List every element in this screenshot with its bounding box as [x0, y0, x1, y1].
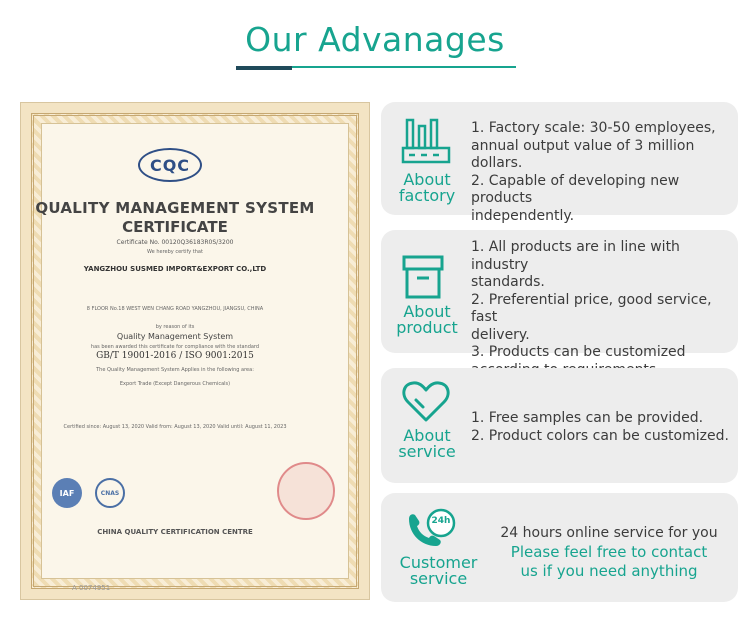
desc-line: 2. Capable of developing new products [471, 172, 680, 206]
certificate-company: YANGZHOU SUSMED IMPORT&EXPORT CO.,LTD [83, 265, 267, 273]
label-line1: About [403, 170, 451, 189]
desc-line: independently. [471, 207, 575, 224]
certification-centre: CHINA QUALITY CERTIFICATION CENTRE [97, 528, 253, 536]
desc-line: standards. [471, 274, 545, 290]
label-line2: product [396, 318, 458, 337]
desc-line: 2. Product colors can be customized. [471, 427, 729, 444]
card-about-factory [381, 102, 738, 224]
card-about-service [381, 368, 738, 483]
label-line2: service [398, 442, 456, 461]
by-reason-text: by reason of its [155, 324, 195, 330]
certificate-title-line2: CERTIFICATE [122, 218, 228, 236]
card-customer-service [381, 493, 738, 602]
title-underline-accent [236, 66, 292, 70]
certificate-serial: A 0074951 [72, 584, 111, 592]
box-icon [401, 254, 445, 300]
desc-line: 2. Preferential price, good service, fast [471, 291, 712, 325]
desc-line: 24 hours online service for you [500, 525, 718, 541]
label-line1: About [403, 426, 451, 445]
cqc-logo: CQC [138, 148, 202, 182]
card-description [471, 120, 738, 225]
certificate-title-line1: QUALITY MANAGEMENT SYSTEM [35, 199, 315, 217]
label-line2: service [409, 569, 468, 588]
badge-24h: 24h [431, 516, 451, 526]
cnas-seal: CNAS [95, 478, 125, 508]
desc-line: delivery. [471, 326, 530, 343]
factory-icon [401, 116, 451, 166]
red-stamp-seal [277, 462, 335, 520]
contact-prompt-line: us if you need anything [520, 561, 698, 580]
desc-line: 1. Factory scale: 30-50 employees, [471, 120, 716, 136]
card-label [387, 428, 467, 460]
certificate-system: Quality Management System [116, 332, 234, 341]
card-label [391, 555, 486, 587]
label-line1: About [403, 302, 451, 321]
desc-line: annual output value of 3 million [471, 137, 695, 154]
desc-line: dollars. [471, 155, 523, 171]
scope-text: Export Trade (Except Dangerous Chemicals) [119, 381, 231, 387]
label-line2: factory [398, 186, 456, 205]
desc-line: 1. Free samples can be provided. [471, 410, 704, 426]
card-label [387, 172, 467, 204]
heart-icon [401, 378, 451, 424]
desc-line: 3. Products can be customized [471, 344, 686, 360]
certificate-standard: GB/T 19001-2016 / ISO 9001:2015 [96, 351, 254, 361]
contact-prompt-line: Please feel free to contact [510, 542, 708, 561]
card-label [387, 304, 467, 336]
card-description [491, 525, 727, 581]
certificate-address: 8 FLOOR No.18 WEST WEN CHANG ROAD YANGZHOU, JIANGSU, CHINA [86, 306, 264, 312]
certificate-dates: Certified since: August 13, 2020 Valid from: August 13, 2020 Valid until: August 11, 2023 [63, 424, 287, 430]
page-title: Our Advanages [245, 20, 505, 59]
desc-line: 1. All products are in line with industry [471, 239, 680, 273]
card-description [471, 410, 729, 445]
certify-text: We hereby certify that [147, 249, 203, 255]
card-about-product [381, 230, 738, 360]
applies-text: The Quality Management System Applies in the following area: [96, 367, 254, 373]
iaf-seal: IAF [52, 478, 82, 508]
awarded-text: has been awarded this certificate for compliance with the standard [90, 344, 260, 350]
phone-24h-icon [403, 507, 457, 555]
certificate-number: Certificate No. 00120Q36183R0S/3200 [116, 239, 234, 246]
card-description [471, 239, 738, 379]
label-line1: Customer [399, 553, 478, 572]
